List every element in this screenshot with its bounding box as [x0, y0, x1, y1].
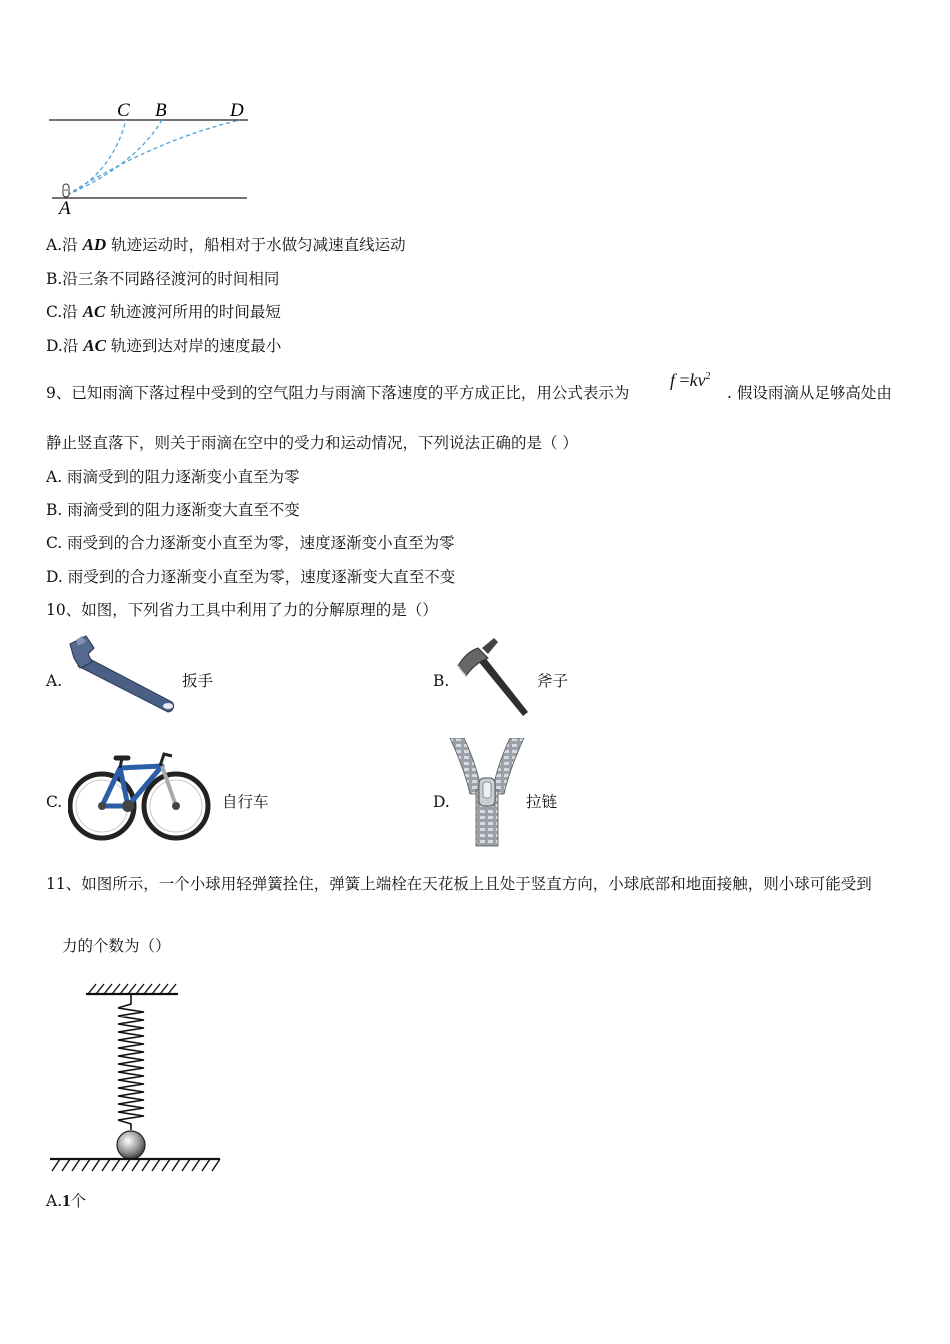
axe-icon — [448, 634, 536, 718]
label-a: A — [59, 198, 71, 219]
bicycle-icon — [68, 748, 212, 842]
floor-hatch — [52, 1159, 220, 1171]
q9-option-a: A. 雨滴受到的阻力逐渐变小直至为零 — [46, 468, 300, 486]
q10-option-d-label: 拉链 — [526, 793, 558, 811]
q10-option-a-prefix: A. — [46, 672, 63, 690]
q10-option-a-label: 扳手 — [182, 672, 214, 690]
q9-stem-line1: 9、已知雨滴下落过程中受到的空气阻力与雨滴下落速度的平方成正比，用公式表示为 — [46, 384, 630, 402]
q8-option-d: D.沿 AC 轨迹到达对岸的速度最小 — [46, 336, 282, 355]
label-d: D — [230, 100, 244, 121]
q9-stem-line1-tail: . 假设雨滴从足够高处由 — [727, 384, 892, 402]
ceiling-hatch — [88, 984, 176, 994]
q9-option-b: B. 雨滴受到的阻力逐渐变大直至不变 — [46, 501, 300, 519]
trajectory-ad — [67, 120, 240, 195]
q11-stem-line2: 力的个数为（） — [62, 937, 171, 955]
q8-option-c: C.沿 AC 轨迹渡河所用的时间最短 — [46, 302, 281, 321]
q8-option-a: A.沿 AD 轨迹运动时，船相对于水做匀减速直线运动 — [46, 235, 406, 254]
q10-option-c-prefix: C. — [46, 793, 63, 811]
spring — [118, 994, 144, 1130]
q10-option-d-prefix: D. — [433, 793, 450, 811]
boat-icon — [63, 184, 69, 197]
q9-option-d: D. 雨受到的合力逐渐变小直至为零，速度逐渐变大直至不变 — [46, 568, 456, 586]
river-crossing-diagram — [40, 95, 260, 220]
wrench-icon — [64, 632, 184, 722]
q9-stem-line2: 静止竖直落下，则关于雨滴在空中的受力和运动情况，下列说法正确的是（ ） — [46, 434, 578, 452]
q10-stem: 10、如图，下列省力工具中利用了力的分解原理的是（） — [46, 601, 438, 619]
zipper-icon — [448, 738, 526, 848]
q9-option-c: C. 雨受到的合力逐渐变小直至为零，速度逐渐变小直至为零 — [46, 534, 455, 552]
q11-option-a: A.1个 — [46, 1191, 87, 1210]
q11-stem-line1: 11、如图所示，一个小球用轻弹簧拴住，弹簧上端栓在天花板上且处于竖直方向，小球底部和地面接触，则小球可能受到 — [46, 875, 872, 893]
q10-option-b-label: 斧子 — [537, 672, 569, 690]
q10-option-c-label: 自行车 — [222, 793, 269, 811]
q9-formula: $f =kv^2$ — [670, 370, 711, 390]
trajectory-ab — [67, 120, 162, 195]
q10-option-b-prefix: B. — [433, 672, 450, 690]
label-c: C — [117, 100, 130, 121]
spring-ball-diagram — [44, 978, 224, 1180]
q8-option-b: B.沿三条不同路径渡河的时间相同 — [46, 270, 280, 288]
label-b: B — [155, 100, 167, 121]
trajectory-ac — [67, 120, 126, 195]
ball — [117, 1131, 145, 1159]
